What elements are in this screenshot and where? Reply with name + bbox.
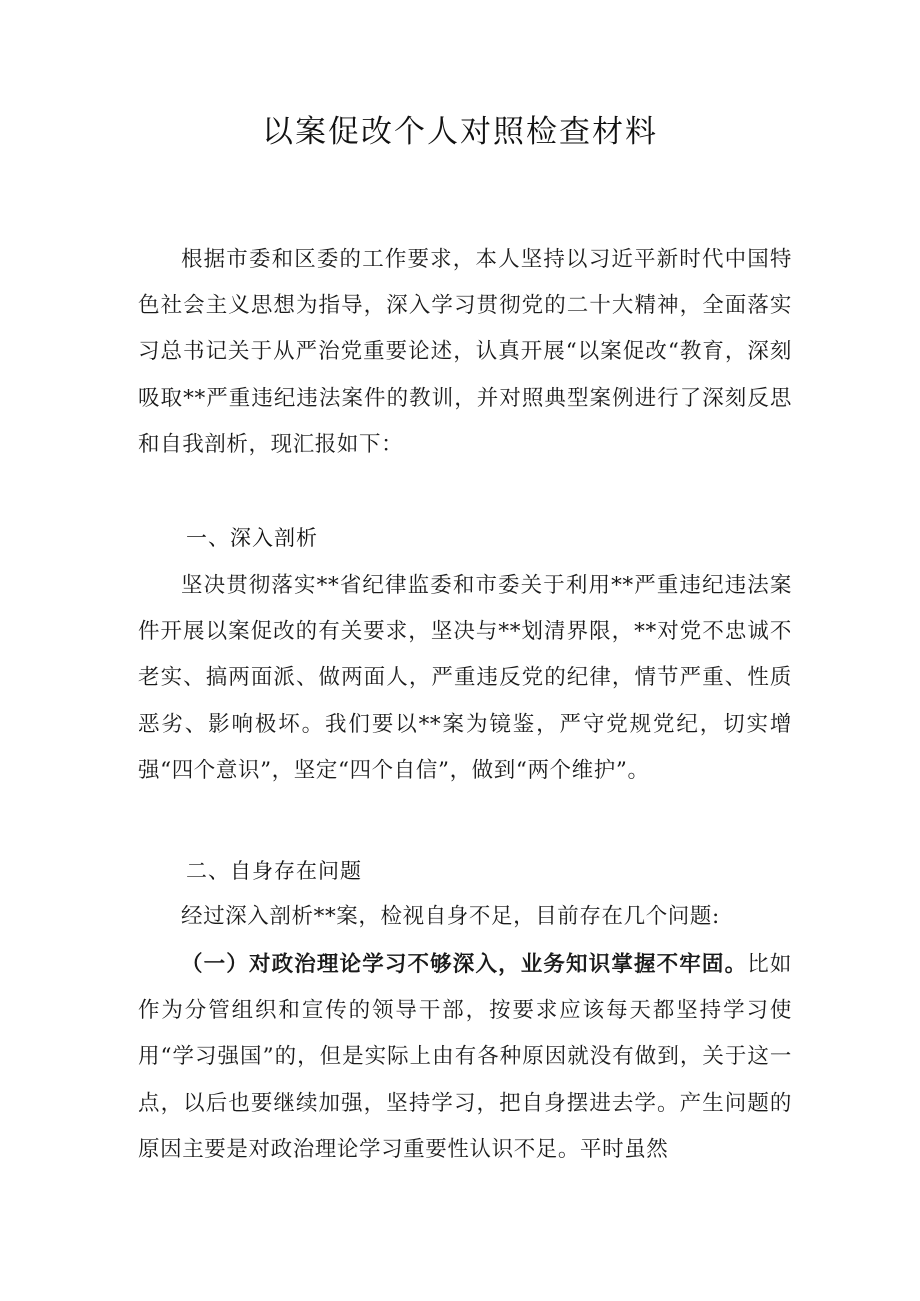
problem-item-1-text: 比如作为分管组织和宣传的领导干部，按要求应该每天都坚持学习使用“学习强国”的，但是实际上由有各种原因就没有做到，关于这一点，以后也要继续加强，坚持学习，把自身摆进去学。产生问题的原因主要是对政治理论学习重要性认识不足。平时虽然 xyxy=(138,952,792,1162)
section-heading-problems: 二、自身存在问题 xyxy=(186,859,362,883)
section-heading-analysis: 一、深入剖析 xyxy=(186,526,318,550)
problem-item-1-paragraph xyxy=(138,942,792,1173)
intro-paragraph: 根据市委和区委的工作要求，本人坚持以习近平新时代中国特色社会主义思想为指导，深入学习贯彻党的二十大精神，全面落实习总书记关于从严治党重要论述，认真开展“以案促改“教育，深刻吸取**严重违纪违法案件的教训，并对照典型案例进行了深刻反思和自我剖析，现汇报如下： xyxy=(138,247,792,457)
problems-lead-paragraph: 经过深入剖析**案，检视自身不足，目前存在几个问题: xyxy=(181,904,720,929)
analysis-paragraph: 坚决贯彻落实**省纪律监委和市委关于利用**严重违纪违法案件开展以案促改的有关要求，坚决与**划清界限，**对党不忠诚不老实、搞两面派、做两面人，严重违反党的纪律，情节严重、性质恶劣、影响极坏。我们要以**案为镜鉴，严守党规党纪，切实增强“四个意识”，坚定“四个自信”，做到“两个维护”。 xyxy=(138,573,792,783)
document-title: 以案促改个人对照检查材料 xyxy=(262,114,658,150)
problem-item-1-title: （一）对政治理论学习不够深入，业务知识掌握不牢固。 xyxy=(181,952,748,977)
